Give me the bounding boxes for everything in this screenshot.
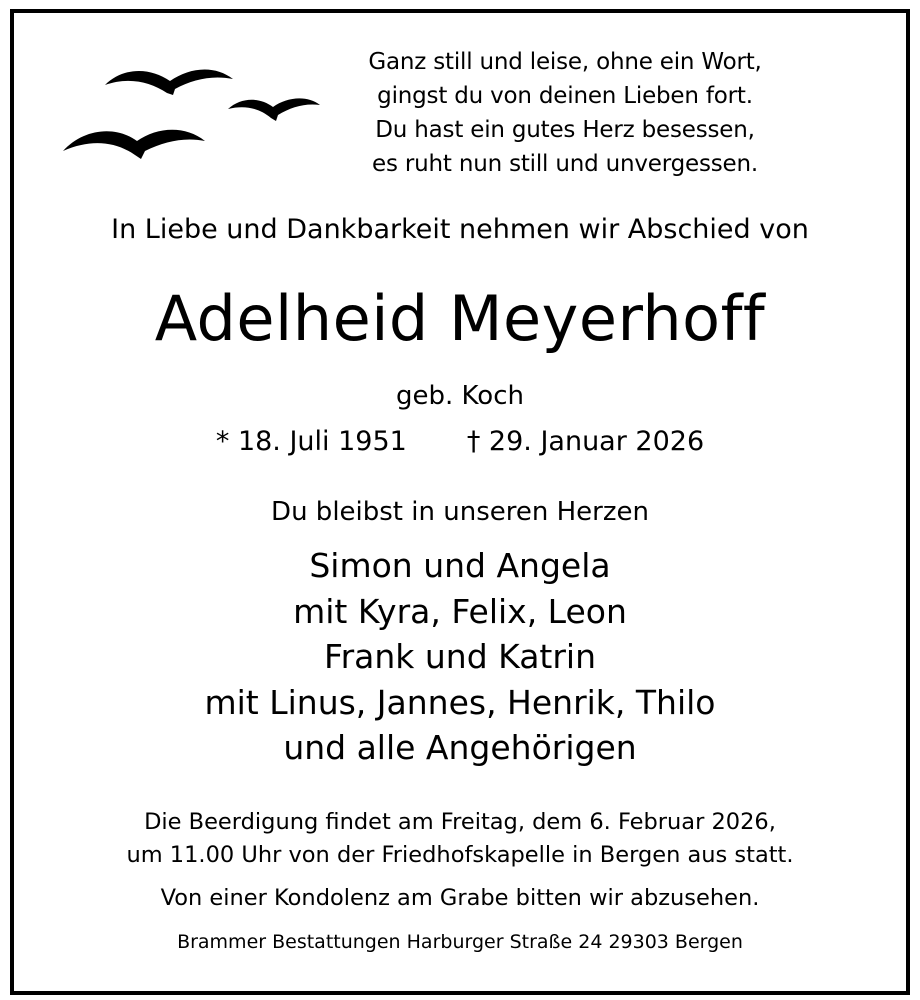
- intro-text: In Liebe und Dankbarkeit nehmen wir Abschied von: [111, 214, 809, 245]
- life-dates: [14, 422, 906, 462]
- mourner-line: Simon und Angela: [309, 546, 611, 585]
- mourner-line: mit Linus, Jannes, Henrik, Thilo: [204, 682, 716, 722]
- bird-icon: [105, 69, 233, 95]
- mourner-line: und alle Angehörigen: [283, 728, 637, 767]
- bird-icon: [228, 98, 320, 121]
- mourner-line: Frank und Katrin: [323, 637, 597, 676]
- death-date: † 29. Januar 2026: [466, 426, 705, 457]
- closing-text: Du bleibst in unseren Herzen: [271, 497, 649, 527]
- poem-line: gingst du von deinen Lieben fort.: [377, 83, 753, 109]
- poem-line: Du hast ein gutes Herz besessen,: [375, 117, 755, 143]
- poem-line: Ganz still und leise, ohne ein Wort,: [368, 49, 762, 75]
- deceased-name: Adelheid Meyerhoff: [154, 282, 766, 355]
- funeral-line: Die Beerdigung findet am Freitag, dem 6. Februar 2026,: [144, 809, 776, 835]
- mourners-list: [14, 543, 906, 771]
- condolence-request: Von einer Kondolenz am Grabe bitten wir abzusehen.: [160, 885, 760, 911]
- bird-icon: [63, 130, 205, 159]
- poem-line: es ruht nun still und unvergessen.: [372, 151, 758, 177]
- mourner-line: mit Kyra, Felix, Leon: [293, 591, 627, 631]
- undertaker-info: Brammer Bestattungen Harburger Straße 24 29303 Bergen: [177, 931, 743, 953]
- funeral-line: um 11.00 Uhr von der Friedhofskapelle in Bergen aus statt.: [126, 842, 794, 868]
- funeral-info: [14, 806, 906, 872]
- poem: [330, 45, 800, 181]
- maiden-name: geb. Koch: [396, 381, 524, 411]
- flying-birds-icon: [55, 55, 325, 165]
- birth-date: * 18. Juli 1951: [215, 426, 407, 457]
